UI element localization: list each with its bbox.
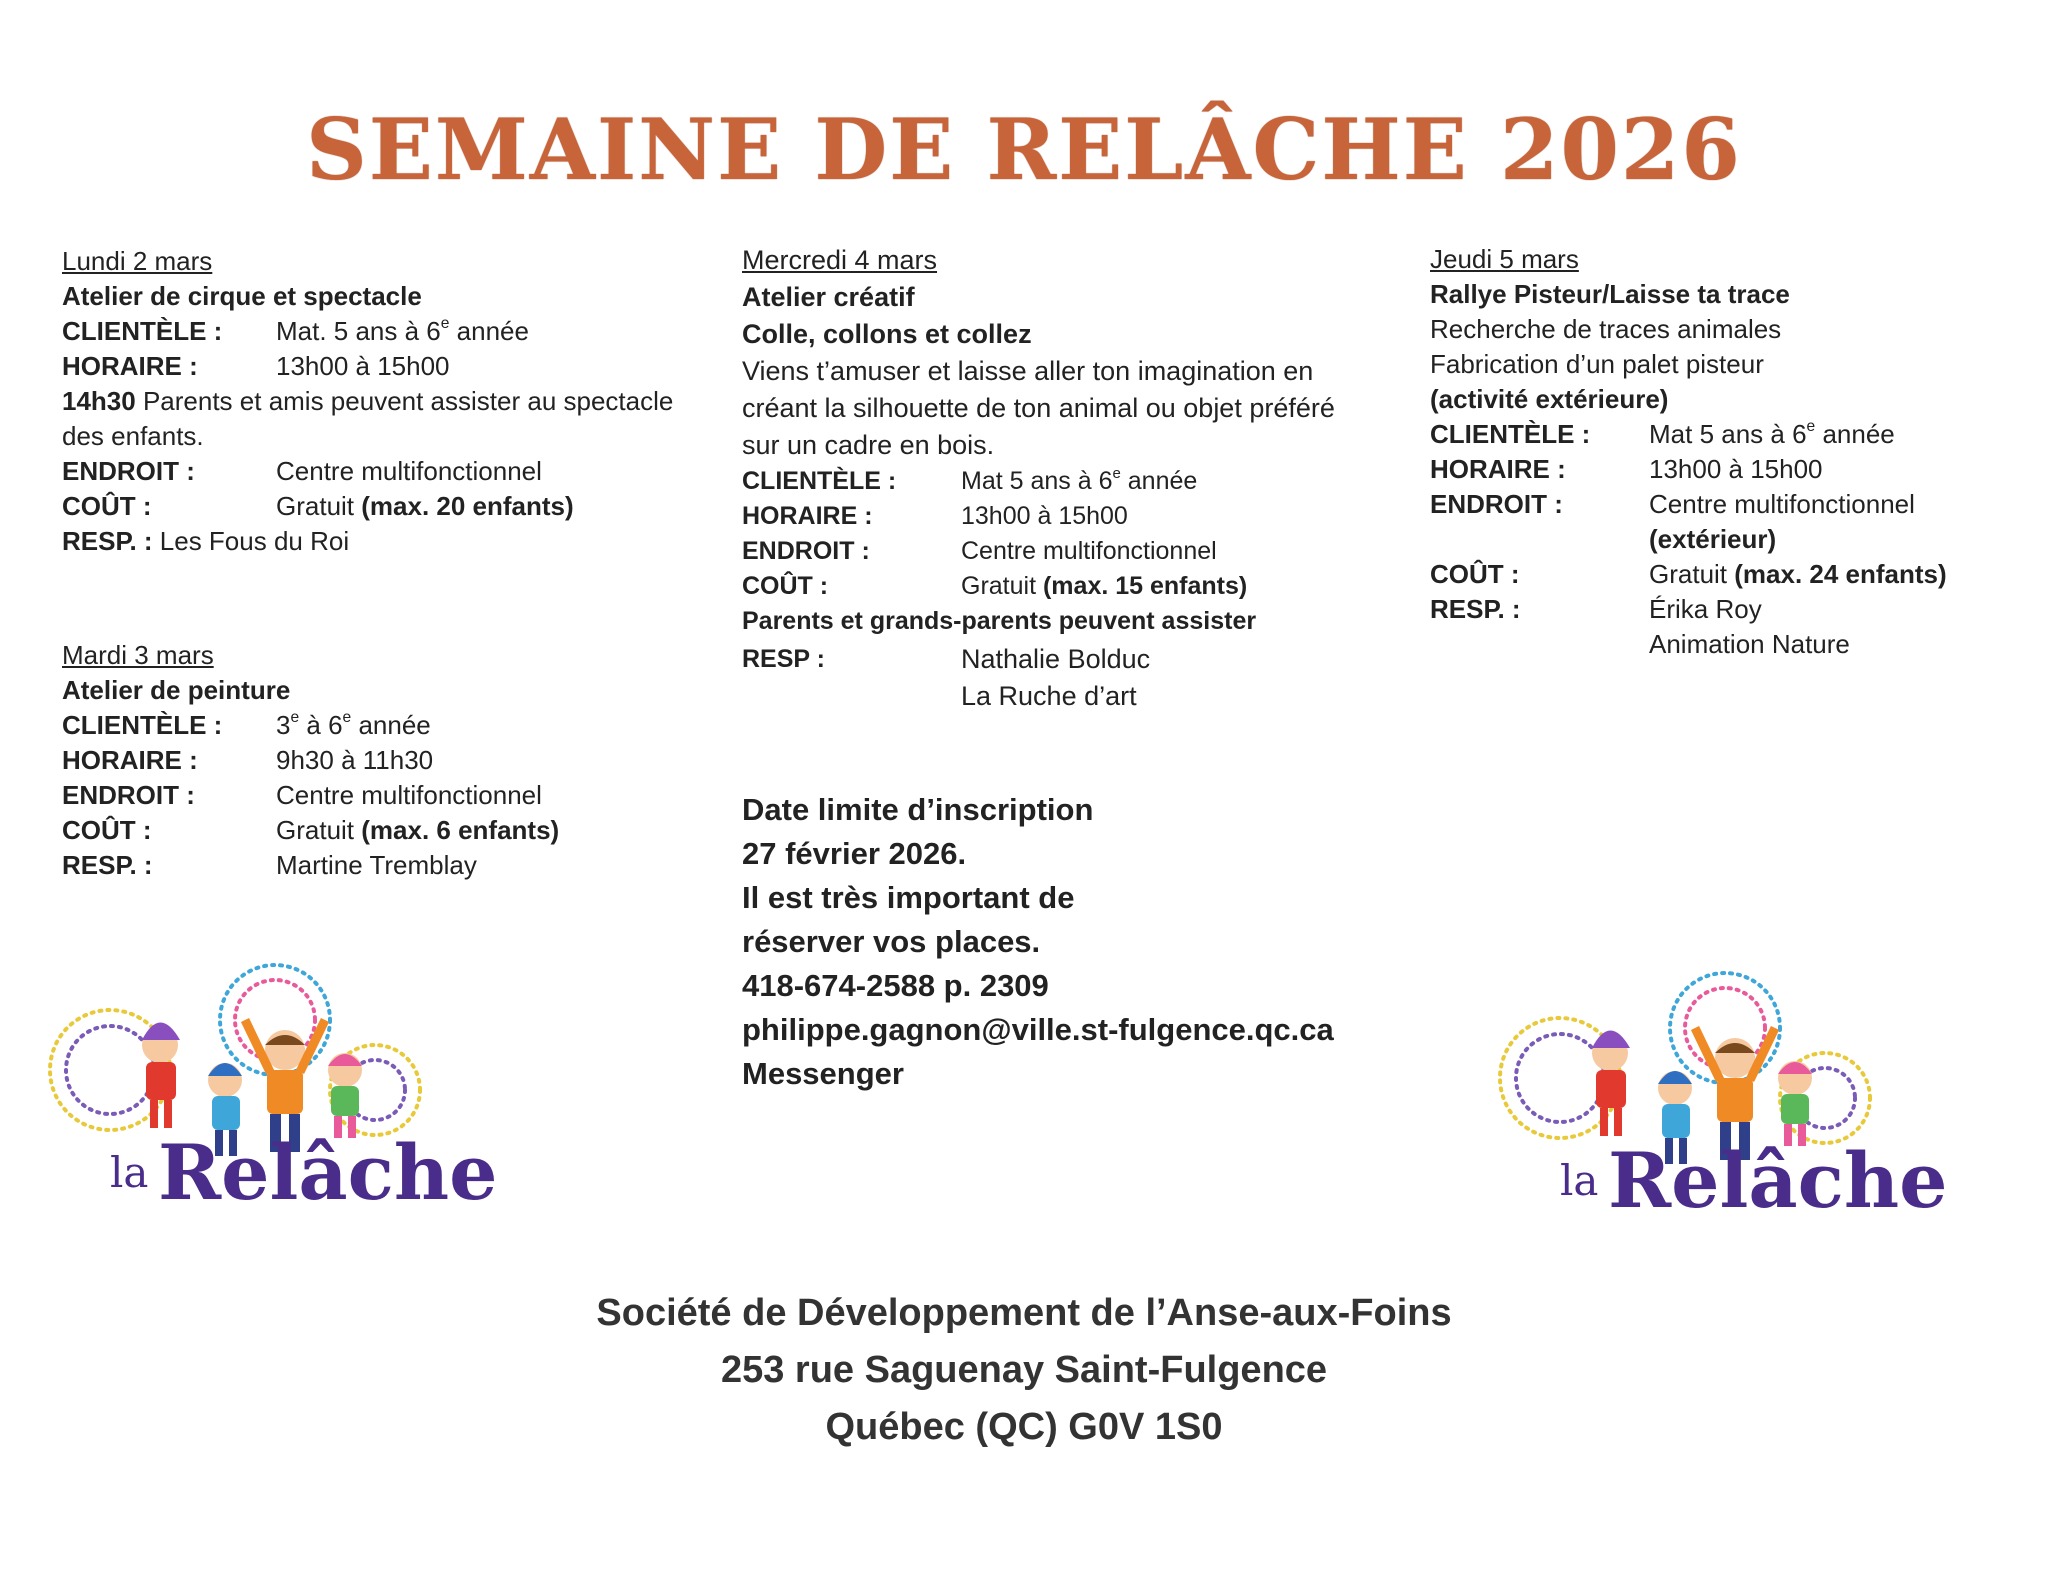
clientele-row (62, 314, 702, 349)
horaire-label: HORAIRE : (62, 351, 198, 381)
activity-title: Atelier de peinture (62, 675, 291, 705)
activity-title: Atelier de cirque et spectacle (62, 281, 422, 311)
resp-row (742, 641, 1362, 715)
cout-value: Gratuit (max. 24 enfants) (1649, 559, 1947, 589)
phone-number: 418-674-2588 p. 2309 (742, 968, 1049, 1003)
activity-line: Recherche de traces animales (1430, 314, 1782, 344)
reservation-note: réserver vos places. (742, 924, 1041, 959)
relache-logo-left (40, 950, 520, 1250)
activity-subtitle: Colle, collons et collez (742, 319, 1032, 349)
horaire-row (62, 349, 702, 384)
cout-value: Gratuit (max. 20 enfants) (276, 491, 574, 521)
clientele-row (1430, 417, 2030, 452)
horaire-row (742, 499, 1362, 534)
resp-label: RESP. : (62, 850, 153, 880)
endroit-value: Centre multifonctionnel (961, 537, 1217, 565)
horaire-value: 13h00 à 15h00 (276, 351, 450, 381)
activity-description: Viens t’amuser et laisse aller ton imagination en créant la silhouette de ton animal ou objet préféré sur un cadre en bois. (742, 356, 1335, 460)
city-postal-code: Québec (QC) G0V 1S0 (825, 1406, 1223, 1448)
endroit-label: ENDROIT : (742, 537, 870, 565)
email-address: philippe.gagnon@ville.st-fulgence.qc.ca (742, 1012, 1334, 1047)
endroit-value: Centre multifonctionnel (276, 456, 542, 486)
deadline-date: 27 février 2026. (742, 836, 967, 871)
cout-row (742, 569, 1362, 604)
endroit-value: Centre multifonctionnel (extérieur) (1649, 489, 1915, 554)
day-heading: Lundi 2 mars (62, 246, 213, 276)
street-address: 253 rue Saguenay Saint-Fulgence (720, 1349, 1328, 1391)
cout-row (1430, 557, 2030, 592)
clientele-label: CLIENTÈLE : (62, 710, 223, 740)
organization-address (0, 1285, 2048, 1456)
logo-big-text: Relâche (1608, 1136, 1948, 1225)
clientele-value: Mat. 5 ans à 6e année (276, 315, 529, 346)
horaire-value: 9h30 à 11h30 (276, 745, 434, 775)
endroit-row (742, 534, 1362, 569)
cout-row (62, 813, 702, 848)
cout-value: Gratuit (max. 6 enfants) (276, 815, 560, 845)
clientele-value: Mat 5 ans à 6e année (1649, 418, 1895, 449)
horaire-label: HORAIRE : (62, 745, 198, 775)
monday-block (62, 244, 702, 559)
cout-value: Gratuit (max. 15 enfants) (961, 572, 1248, 600)
endroit-row (62, 454, 702, 489)
day-heading: Mardi 3 mars (62, 640, 214, 670)
endroit-label: ENDROIT : (1430, 489, 1563, 519)
activity-line: Fabrication d’un palet pisteur (1430, 349, 1764, 379)
endroit-row (62, 778, 702, 813)
cout-label: COÛT : (742, 572, 829, 600)
resp-row: RESP. : Les Fous du Roi (62, 526, 350, 556)
endroit-row (1430, 487, 2030, 557)
endroit-label: ENDROIT : (62, 780, 195, 810)
clientele-row (742, 464, 1362, 499)
horaire-value: 13h00 à 15h00 (961, 502, 1128, 530)
deadline-title: Date limite d’inscription (742, 792, 1094, 827)
endroit-label: ENDROIT : (62, 456, 195, 486)
activity-line: (activité extérieure) (1430, 384, 1669, 414)
registration-info (742, 788, 1442, 1096)
resp-row (1430, 592, 2030, 662)
resp-value: Nathalie Bolduc La Ruche d’art (961, 644, 1151, 711)
logo-big-text: Relâche (158, 1128, 498, 1217)
resp-value: Érika Roy Animation Nature (1649, 594, 1850, 659)
logo-small-text: la (110, 1148, 149, 1197)
endroit-value: Centre multifonctionnel (276, 780, 542, 810)
cout-label: COÛT : (62, 815, 152, 845)
relache-logo-right (1490, 958, 1970, 1258)
page-title: SEMAINE DE RELÂCHE 2026 (306, 100, 1742, 199)
clientele-row (62, 708, 702, 743)
resp-value: Martine Tremblay (276, 850, 477, 880)
activity-title: Atelier créatif (742, 282, 915, 312)
horaire-value: 13h00 à 15h00 (1649, 454, 1823, 484)
day-heading: Mercredi 4 mars (742, 245, 938, 275)
tuesday-block (62, 638, 702, 883)
clientele-value: 3e à 6e année (276, 709, 431, 740)
clientele-value: Mat 5 ans à 6e année (961, 464, 1198, 495)
clientele-label: CLIENTÈLE : (1430, 419, 1591, 449)
activity-title: Rallye Pisteur/Laisse ta trace (1430, 279, 1790, 309)
reservation-note: Il est très important de (742, 880, 1075, 915)
horaire-row (62, 743, 702, 778)
clientele-label: CLIENTÈLE : (62, 316, 223, 346)
horaire-row (1430, 452, 2030, 487)
resp-label: RESP. : (1430, 594, 1521, 624)
spectacle-note: 14h30 Parents et amis peuvent assister au spectacle des enfants. (62, 386, 674, 451)
logo-small-text: la (1560, 1156, 1599, 1205)
cout-label: COÛT : (62, 491, 152, 521)
messenger-label: Messenger (742, 1056, 904, 1091)
organization-name: Société de Développement de l’Anse-aux-Foins (596, 1292, 1452, 1334)
resp-row (62, 848, 702, 883)
day-heading: Jeudi 5 mars (1430, 244, 1579, 274)
horaire-label: HORAIRE : (1430, 454, 1566, 484)
parents-note: Parents et grands-parents peuvent assister (742, 607, 1257, 635)
clientele-label: CLIENTÈLE : (742, 467, 897, 495)
thursday-block (1430, 242, 2030, 662)
wednesday-block (742, 242, 1362, 715)
cout-row (62, 489, 702, 524)
cout-label: COÛT : (1430, 559, 1520, 589)
resp-label: RESP : (742, 645, 825, 673)
horaire-label: HORAIRE : (742, 502, 873, 530)
